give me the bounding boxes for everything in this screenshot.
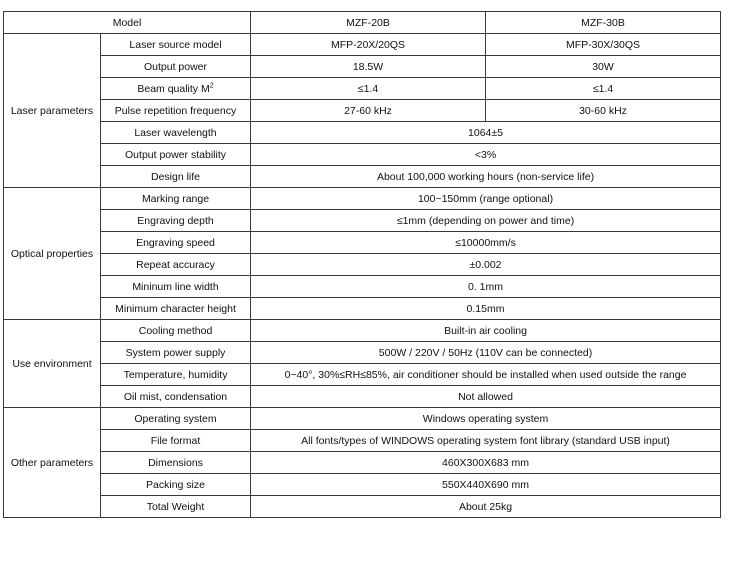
table-row xyxy=(4,122,721,144)
row-value: 27-60 kHz xyxy=(251,100,486,122)
row-label: Total Weight xyxy=(101,496,251,518)
table-row xyxy=(4,254,721,276)
row-label xyxy=(101,78,251,100)
group-optical-properties: Optical properties xyxy=(4,188,101,320)
table-row xyxy=(4,386,721,408)
row-label: Design life xyxy=(101,166,251,188)
row-value: 0.15mm xyxy=(251,298,721,320)
row-value: 0. 1mm xyxy=(251,276,721,298)
row-value: Built-in air cooling xyxy=(251,320,721,342)
row-value: ±0.002 xyxy=(251,254,721,276)
row-label: Laser source model xyxy=(101,34,251,56)
row-label: Mininum line width xyxy=(101,276,251,298)
row-label: Output power xyxy=(101,56,251,78)
row-value: 1064±5 xyxy=(251,122,721,144)
row-label: Pulse repetition frequency xyxy=(101,100,251,122)
row-value: 500W / 220V / 50Hz (110V can be connected) xyxy=(251,342,721,364)
row-value: ≤1mm (depending on power and time) xyxy=(251,210,721,232)
beam-quality-label: Beam quality M xyxy=(137,82,210,95)
table-row xyxy=(4,408,721,430)
row-value: 550X440X690 mm xyxy=(251,474,721,496)
row-label: Laser wavelength xyxy=(101,122,251,144)
row-value: 30W xyxy=(486,56,721,78)
row-value: 30-60 kHz xyxy=(486,100,721,122)
row-label: Cooling method xyxy=(101,320,251,342)
row-value: <3% xyxy=(251,144,721,166)
table-row xyxy=(4,364,721,386)
row-label: Engraving speed xyxy=(101,232,251,254)
table-row xyxy=(4,430,721,452)
table-row xyxy=(4,342,721,364)
table-row xyxy=(4,56,721,78)
table-row xyxy=(4,100,721,122)
row-value: 100~150mm (range optional) xyxy=(251,188,721,210)
table-row xyxy=(4,232,721,254)
row-label: Temperature, humidity xyxy=(101,364,251,386)
row-value: 0~40°, 30%≤RH≤85%, air conditioner should be installed when used outside the range xyxy=(251,364,721,386)
model-mzf-30b: MZF-30B xyxy=(486,12,721,34)
row-value: Windows operating system xyxy=(251,408,721,430)
row-label: Marking range xyxy=(101,188,251,210)
row-value: ≤1.4 xyxy=(251,78,486,100)
row-label: Repeat accuracy xyxy=(101,254,251,276)
table-row xyxy=(4,166,721,188)
row-value: Not allowed xyxy=(251,386,721,408)
row-value: About 25kg xyxy=(251,496,721,518)
row-value: ≤10000mm/s xyxy=(251,232,721,254)
model-header-label: Model xyxy=(4,12,251,34)
row-label: System power supply xyxy=(101,342,251,364)
row-value: MFP-30X/30QS xyxy=(486,34,721,56)
table-row xyxy=(4,474,721,496)
table-row xyxy=(4,144,721,166)
beam-quality-superscript: 2 xyxy=(209,82,214,89)
row-value: 18.5W xyxy=(251,56,486,78)
row-label: Minimum character height xyxy=(101,298,251,320)
row-value: 460X300X683 mm xyxy=(251,452,721,474)
group-laser-parameters: Laser parameters xyxy=(4,34,101,188)
row-value: All fonts/types of WINDOWS operating system font library (standard USB input) xyxy=(251,430,721,452)
table-row xyxy=(4,210,721,232)
table-row xyxy=(4,452,721,474)
table-row xyxy=(4,78,721,100)
table-row xyxy=(4,276,721,298)
spec-table-container xyxy=(3,11,721,518)
row-value: About 100,000 working hours (non-service life) xyxy=(251,166,721,188)
table-row xyxy=(4,496,721,518)
row-value: MFP-20X/20QS xyxy=(251,34,486,56)
row-label: Output power stability xyxy=(101,144,251,166)
row-label: Dimensions xyxy=(101,452,251,474)
row-label: Operating system xyxy=(101,408,251,430)
model-mzf-20b: MZF-20B xyxy=(251,12,486,34)
row-label: Oil mist, condensation xyxy=(101,386,251,408)
row-label: Engraving depth xyxy=(101,210,251,232)
row-label: Packing size xyxy=(101,474,251,496)
table-row xyxy=(4,298,721,320)
group-use-environment: Use environment xyxy=(4,320,101,408)
table-row xyxy=(4,188,721,210)
group-other-parameters: Other parameters xyxy=(4,408,101,518)
table-row xyxy=(4,34,721,56)
spec-table xyxy=(3,11,721,518)
table-row xyxy=(4,320,721,342)
row-label: File format xyxy=(101,430,251,452)
row-value: ≤1.4 xyxy=(486,78,721,100)
header-row xyxy=(4,12,721,34)
